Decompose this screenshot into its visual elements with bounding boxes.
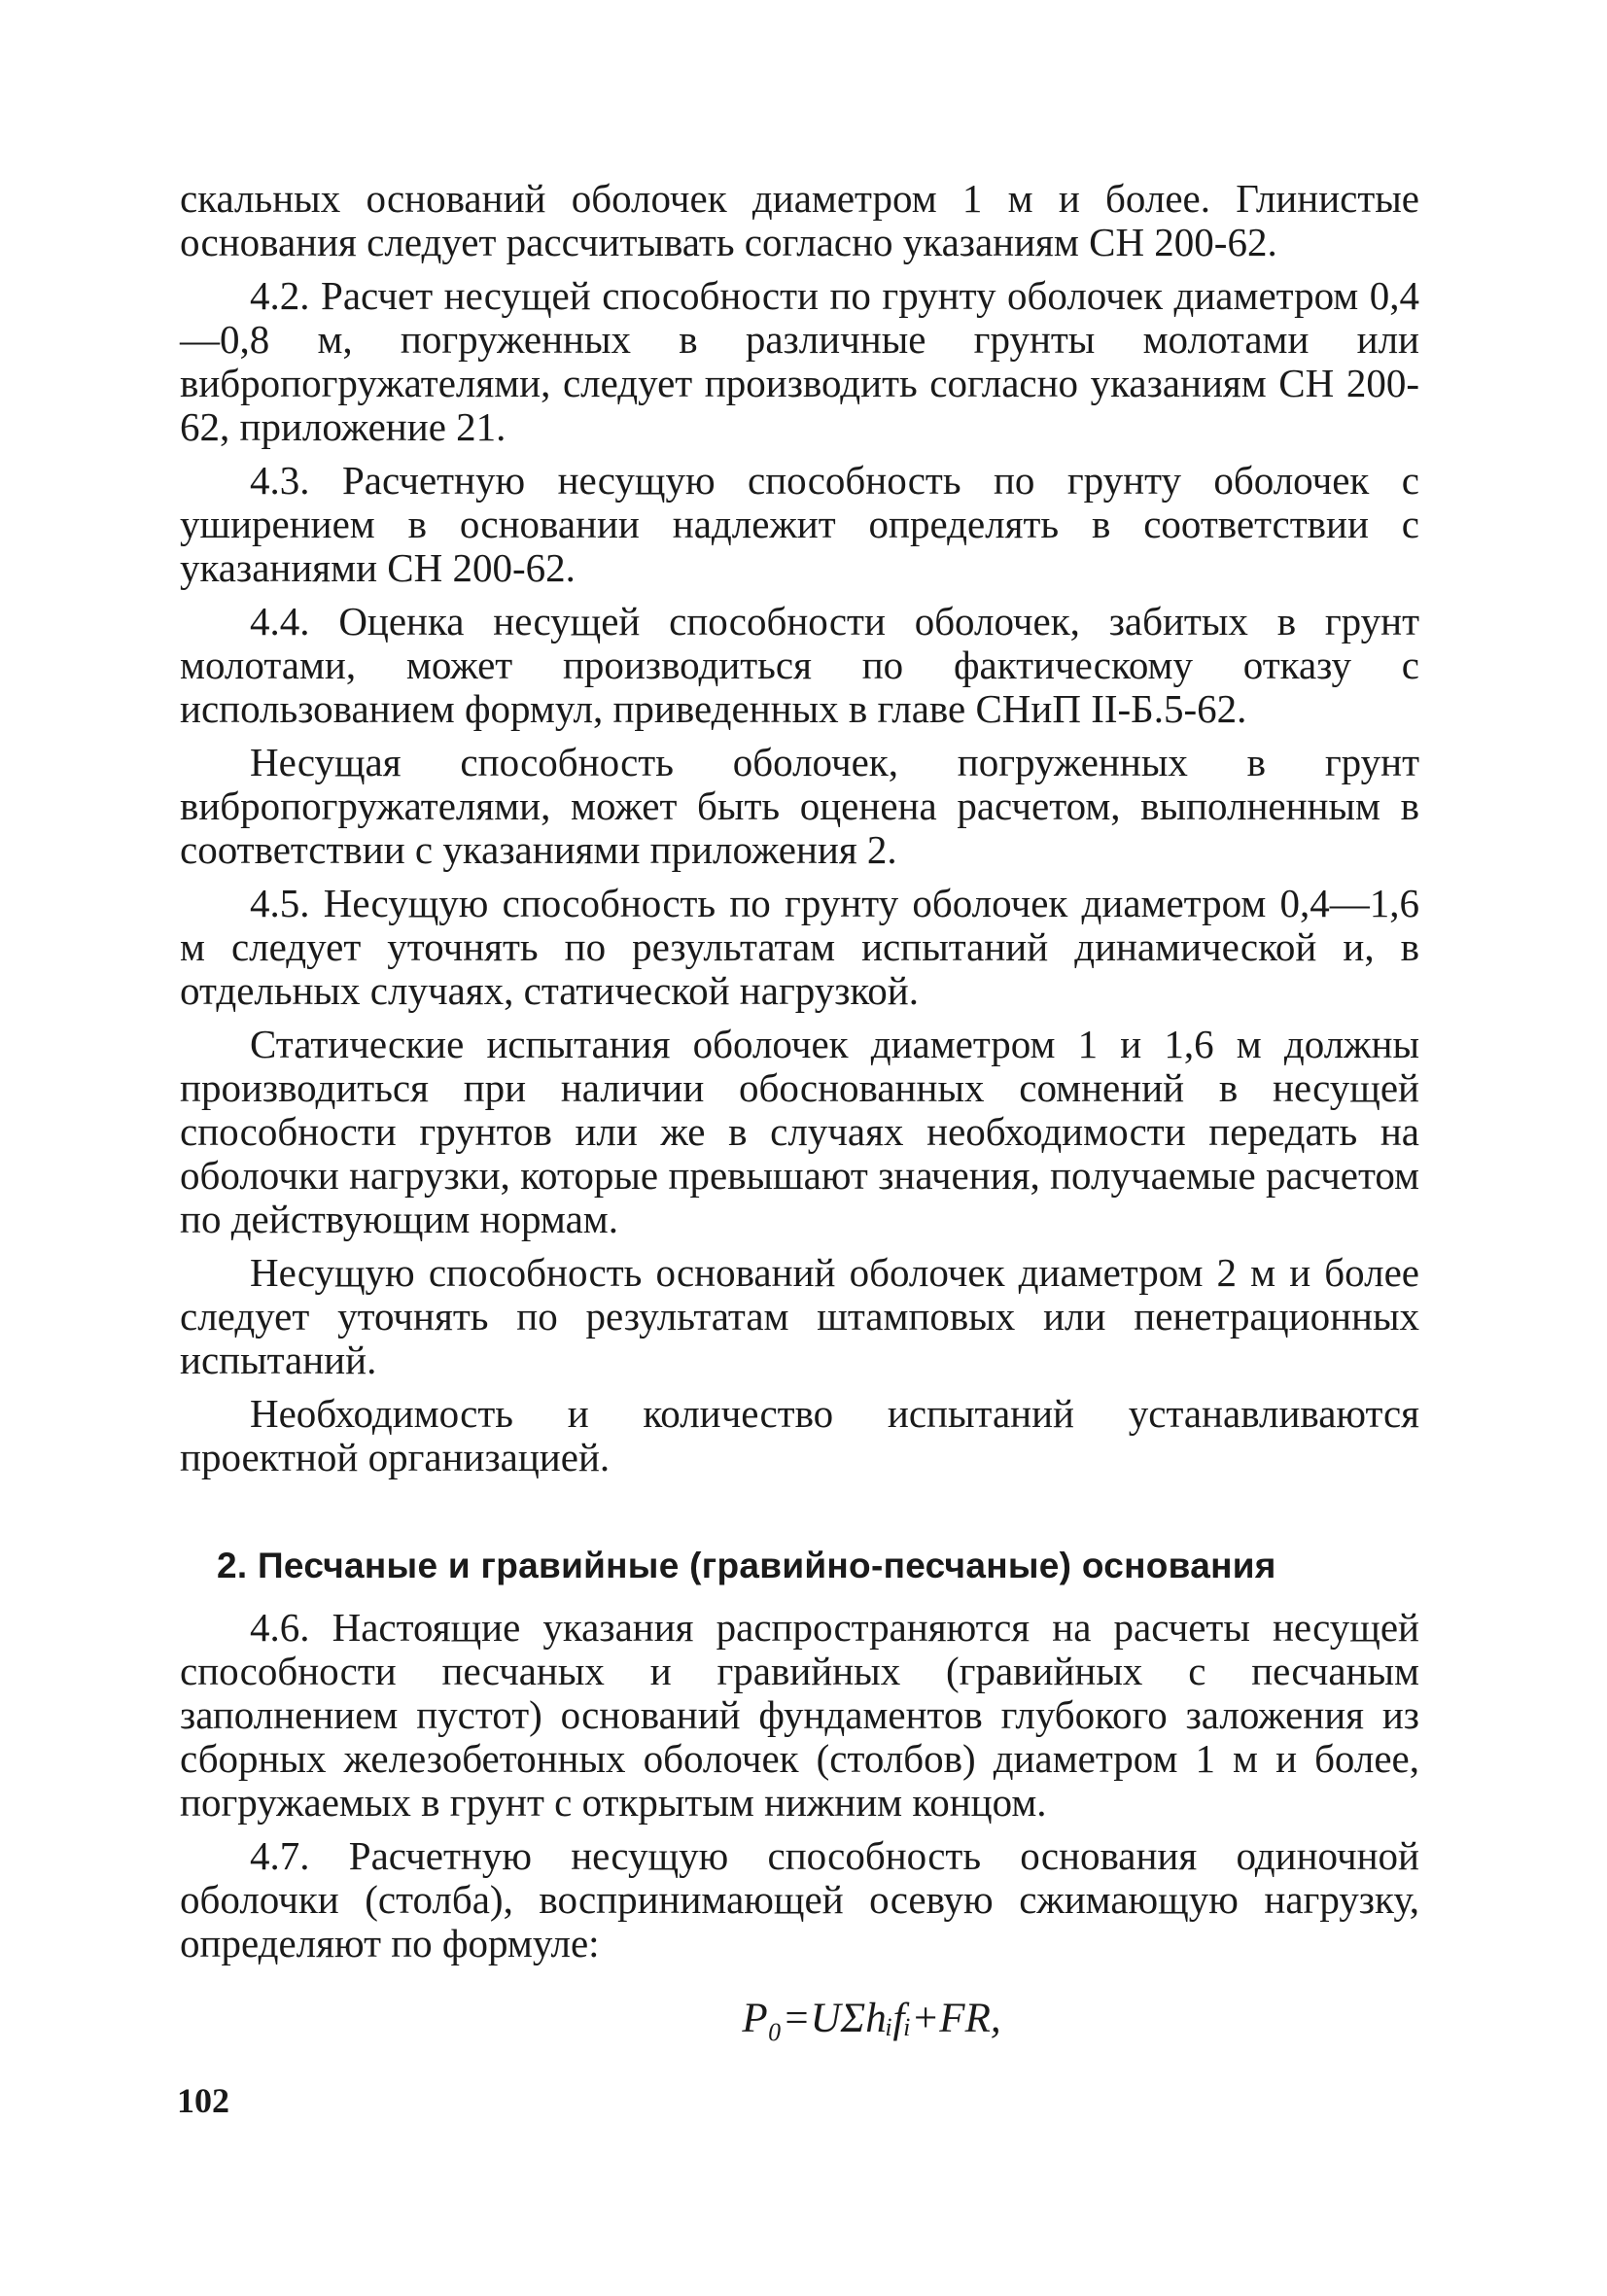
paragraph-static-tests: Статические испытания оболочек диаметром 1 и 1,6 м должны производиться при наличии обоснованных сомнений в несущей способности грунтов или же в случаях необходимости передать на оболочки нагрузки, которые превышают значения, получаемые расчетом по действующим нормам. (180, 1022, 1419, 1241)
paragraph-4-3: 4.3. Расчетную несущую способность по грунту оболочек с уширением в основании надлежит определять в соответствии с указаниями СН 200-62. (180, 458, 1419, 590)
paragraph-4-4: 4.4. Оценка несущей способности оболочек, забитых в грунт молотами, может производиться по фактическому отказу с использованием формул, приведенных в главе СНиП II-Б.5-62. (180, 599, 1419, 731)
paragraph-4-6: 4.6. Настоящие указания распространяются на расчеты несущей способности песчаных и гравийных (гравийных с песчаным заполнением пустот) оснований фундаментов глубокого заложения из сборных железобетонных оболочек (столбов) диаметром 1 м и более, погружаемых в грунт с открытым нижним концом. (180, 1605, 1419, 1825)
paragraph-4-2: 4.2. Расчет несущей способности по грунту оболочек диаметром 0,4—0,8 м, погруженных в различные грунты молотами или вибропогружателями, следует производить согласно указаниям СН 200-62, приложение 21. (180, 273, 1419, 449)
text-block-lower (180, 1606, 1419, 1975)
paragraph-4-5: 4.5. Несущую способность по грунту оболочек диаметром 0,4—1,6 м следует уточнять по результатам испытаний динамической и, в отдельных случаях, статической нагрузкой. (180, 881, 1419, 1013)
paragraph-large-diameter: Несущую способность оснований оболочек диаметром 2 м и более следует уточнять по результатам штамповых или пенетрационных испытаний. (180, 1250, 1419, 1382)
text-block-upper (180, 177, 1419, 1489)
paragraph-continuation: скальных оснований оболочек диаметром 1 м и более. Глинистые основания следует рассчитывать согласно указаниям СН 200-62. (180, 176, 1419, 264)
paragraph-vibro: Несущая способность оболочек, погруженных в грунт вибропогружателями, может быть оценена расчетом, выполненным в соответствии с указаниями приложения 2. (180, 740, 1419, 872)
formula: P₀=UΣhᵢfᵢ+FR, (742, 1996, 1001, 2041)
page-number: 102 (177, 2081, 229, 2120)
section-heading: 2. Песчаные и гравийные (гравийно-песчаные) основания (217, 1546, 1276, 1585)
paragraph-necessity: Необходимость и количество испытаний устанавливаются проектной организацией. (180, 1391, 1419, 1479)
paragraph-4-7: 4.7. Расчетную несущую способность основания одиночной оболочки (столба), воспринимающей осевую сжимающую нагрузку, определяют по формуле: (180, 1833, 1419, 1966)
